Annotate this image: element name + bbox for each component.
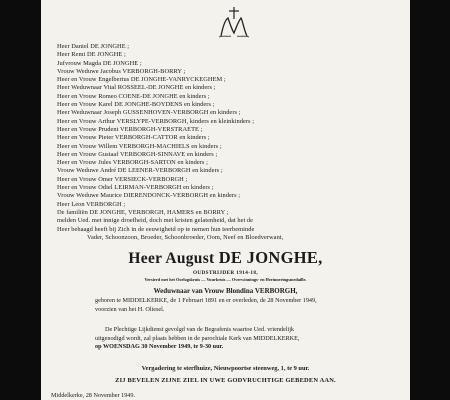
prayer-line: ZIJ BEVELEN ZIJNE ZIEL IN UWE GODVRUCHTIGE GEBEDEN AAN. [115, 377, 336, 384]
scan-border-right [410, 0, 450, 400]
mourning-card [41, 0, 410, 400]
family-line: Heer Remi DE JONGHE ; [57, 51, 126, 59]
family-line: Vader, Schoonzoon, Broeder, Schoonbroeder, Oom, Neef en Bloedverwant, [87, 233, 284, 241]
family-line: Heer en Vrouw Pieter VERBORGH-CATTOR en kinders ; [57, 134, 210, 142]
family-list [57, 43, 387, 242]
paragraph-line: De Plechtige Lijkdienst gevolgd van de Begrafenis waartoe Ued. vriendelijk [105, 326, 295, 333]
deceased-surname: DE JONGHE, [218, 248, 323, 267]
paragraph-line: voorzien van het H. Oliesel. [95, 305, 165, 313]
family-line: Heer behaagd heeft bij Zich in de eeuwigheid op te nemen hun teerbeminde [57, 225, 255, 233]
scan-border-left [0, 0, 41, 400]
family-line: Vrouw Weduwe Jacobus VERBORGH-BORRY ; [57, 67, 186, 75]
deceased-name [41, 248, 410, 268]
family-line: Vrouw Weduwe Maurice DIERENDONCK-VERBORGH en kinders ; [57, 192, 241, 200]
family-line: Heer en Vrouw Prudent VERBORGH-VERSTRAETE ; [57, 125, 203, 133]
veteran-line: OUDSTRIJDER 1914-18, [192, 270, 259, 276]
family-line: Heer Weduwnaar Vital ROSSEEL-DE JONGHE en kinders ; [57, 84, 216, 92]
family-line: Jufvrouw Magda DE JONGHE ; [57, 59, 142, 67]
family-line: Heer Weduwnaar Joseph GUSSENHOVEN-VERBORGH en kinders ; [57, 109, 241, 117]
funeral-paragraph [95, 326, 391, 352]
place-date-footer: Middelkerke, 28 November 1949. [51, 392, 136, 399]
family-line: Vrouw Weduwe André DE LEENER-VERBORGH en kinders ; [57, 167, 223, 175]
family-line: Heer en Vrouw Omer VERSIECK-VERBORGH ; [57, 175, 188, 183]
family-line: Heer en Vrouw Arthur VERSLYPE-VERBORGH, kinders en kleinkinders ; [57, 117, 255, 125]
paragraph-line: op WOENSDAG 30 November 1949, te 9-30 uur. [95, 343, 224, 351]
widower-line: Weduwnaar van Vrouw Blondina VERBORGH, [153, 287, 298, 295]
family-line: Heer en Vrouw Karel DE JONGHE-BOYDENS en kinders ; [57, 101, 215, 109]
cross-monogram-icon [215, 6, 253, 40]
decorations-line: Versierd met het Oorlogskruis — Vuurkruis — Overwinnings- en Herinneringsmedaille. [144, 277, 307, 282]
family-line: Heer Leon VERBORGH ; [57, 200, 126, 208]
family-line: Heer en Vrouw Willem VERBORGH-MACHIELS en kinders ; [57, 142, 222, 150]
gathering-line: Vergadering te sterfhuize, Nieuwpoortse steenweg, 1, te 9 uur. [141, 365, 310, 372]
family-line: Heer en Vrouw Engelbertus DE JONGHE-VANRYCKEGHEM ; [57, 76, 226, 84]
family-line: Heer en Vrouw Gustaaf VERBORGH-SINNAVE en kinders ; [57, 150, 218, 158]
birth-death-paragraph [95, 297, 391, 314]
family-line: Heer Daniel DE JONGHE ; [57, 43, 130, 50]
family-line: De familiën DE JONGHE, VERBORGH, HAMERS en BORRY ; [57, 208, 229, 216]
family-line: Heer en Vrouw Romeo COENE-DE JONGHE en kinders ; [57, 92, 210, 100]
deceased-prefix: Heer August [128, 250, 215, 267]
family-line: Heer en Vrouw Odiel LEIRMAN-VERBORGH en kinders ; [57, 184, 214, 192]
paragraph-line: uitgenodigd wordt, zal plaats hebben in de parochiale Kerk van MIDDELKERKE, [95, 334, 300, 342]
family-line: Heer en Vrouw Jules VERBORGH-SARTON en kinders ; [57, 159, 208, 167]
paragraph-line: geboren te MIDDELKERKE, de 1 Februari 1891 en er overleden, de 28 November 1949, [95, 297, 317, 304]
family-line: melden Ued. met innige droefheid, doch met kristen gelatenheid, dat het de [57, 217, 254, 225]
